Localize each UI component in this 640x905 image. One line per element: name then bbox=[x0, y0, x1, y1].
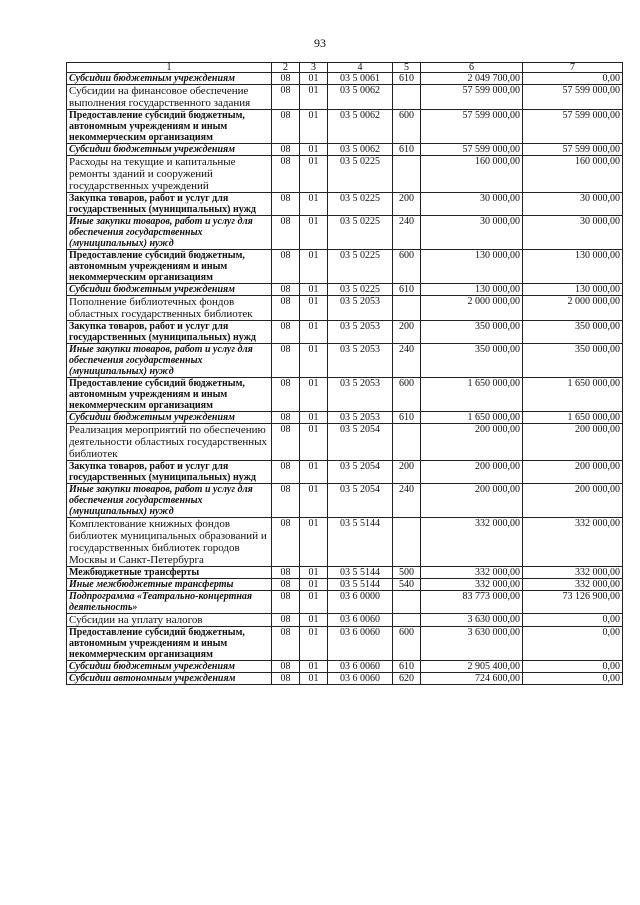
subsection-code-cell: 01 bbox=[300, 484, 328, 518]
target-article-cell: 03 5 0061 bbox=[328, 73, 393, 85]
amount-col7-cell: 0,00 bbox=[523, 627, 623, 661]
item-name-cell: Субсидии бюджетным учреждениям bbox=[67, 73, 272, 85]
item-name-cell: Межбюджетные трансферты bbox=[67, 567, 272, 579]
table-row bbox=[67, 216, 623, 250]
amount-col6-cell: 3 630 000,00 bbox=[421, 627, 523, 661]
item-name-cell: Субсидии бюджетным учреждениям bbox=[67, 412, 272, 424]
table-body bbox=[67, 63, 623, 685]
expense-type-cell: 610 bbox=[393, 661, 421, 673]
budget-table bbox=[66, 62, 623, 685]
amount-col6-cell: 160 000,00 bbox=[421, 156, 523, 193]
amount-col6-cell: 200 000,00 bbox=[421, 484, 523, 518]
amount-col7-cell: 57 599 000,00 bbox=[523, 85, 623, 110]
table-row bbox=[67, 627, 623, 661]
amount-col6-cell: 30 000,00 bbox=[421, 216, 523, 250]
amount-col6-cell: 130 000,00 bbox=[421, 284, 523, 296]
item-name-cell: Иные закупки товаров, работ и услуг для обеспечения государственных (муниципальных) нужд bbox=[67, 216, 272, 250]
amount-col7-cell: 200 000,00 bbox=[523, 424, 623, 461]
amount-col6-cell: 57 599 000,00 bbox=[421, 144, 523, 156]
amount-col7-cell: 332 000,00 bbox=[523, 518, 623, 567]
subsection-code-cell: 01 bbox=[300, 614, 328, 627]
expense-type-cell: 600 bbox=[393, 250, 421, 284]
item-name-cell: Предоставление субсидий бюджетным, автономным учреждениям и иным некоммерческим организациям bbox=[67, 378, 272, 412]
amount-col7-cell: 160 000,00 bbox=[523, 156, 623, 193]
amount-col7-cell: 0,00 bbox=[523, 614, 623, 627]
expense-type-cell: 200 bbox=[393, 193, 421, 216]
table-row bbox=[67, 110, 623, 144]
table-row bbox=[67, 461, 623, 484]
table-row bbox=[67, 144, 623, 156]
table-row bbox=[67, 412, 623, 424]
section-code-cell: 08 bbox=[272, 284, 300, 296]
amount-col7-cell: 30 000,00 bbox=[523, 193, 623, 216]
amount-col6-cell: 200 000,00 bbox=[421, 424, 523, 461]
amount-col6-cell: 332 000,00 bbox=[421, 579, 523, 591]
section-code-cell: 08 bbox=[272, 673, 300, 685]
amount-col6-cell: 332 000,00 bbox=[421, 567, 523, 579]
item-name-cell: Субсидии бюджетным учреждениям bbox=[67, 661, 272, 673]
amount-col6-cell: 1 650 000,00 bbox=[421, 378, 523, 412]
item-name-cell: Расходы на текущие и капитальные ремонты зданий и сооружений государственных учреждений bbox=[67, 156, 272, 193]
table-row bbox=[67, 661, 623, 673]
item-name-cell: Пополнение библиотечных фондов областных государственных библиотек bbox=[67, 296, 272, 321]
expense-type-cell bbox=[393, 614, 421, 627]
table-row bbox=[67, 614, 623, 627]
column-header: 1 bbox=[67, 63, 272, 73]
target-article-cell: 03 5 2054 bbox=[328, 461, 393, 484]
section-code-cell: 08 bbox=[272, 627, 300, 661]
item-name-cell: Субсидии на финансовое обеспечение выполнения государственного задания bbox=[67, 85, 272, 110]
amount-col6-cell: 2 049 700,00 bbox=[421, 73, 523, 85]
item-name-cell: Предоставление субсидий бюджетным, автономным учреждениям и иным некоммерческим организациям bbox=[67, 250, 272, 284]
expense-type-cell: 610 bbox=[393, 144, 421, 156]
amount-col6-cell: 350 000,00 bbox=[421, 344, 523, 378]
section-code-cell: 08 bbox=[272, 579, 300, 591]
subsection-code-cell: 01 bbox=[300, 193, 328, 216]
amount-col7-cell: 130 000,00 bbox=[523, 250, 623, 284]
subsection-code-cell: 01 bbox=[300, 461, 328, 484]
section-code-cell: 08 bbox=[272, 567, 300, 579]
expense-type-cell bbox=[393, 296, 421, 321]
table-row bbox=[67, 567, 623, 579]
target-article-cell: 03 5 2053 bbox=[328, 378, 393, 412]
amount-col6-cell: 332 000,00 bbox=[421, 518, 523, 567]
table-row bbox=[67, 296, 623, 321]
target-article-cell: 03 5 2054 bbox=[328, 424, 393, 461]
subsection-code-cell: 01 bbox=[300, 344, 328, 378]
section-code-cell: 08 bbox=[272, 484, 300, 518]
table-row bbox=[67, 518, 623, 567]
column-header: 6 bbox=[421, 63, 523, 73]
amount-col6-cell: 2 000 000,00 bbox=[421, 296, 523, 321]
table-row bbox=[67, 378, 623, 412]
item-name-cell: Субсидии бюджетным учреждениям bbox=[67, 284, 272, 296]
target-article-cell: 03 6 0060 bbox=[328, 661, 393, 673]
target-article-cell: 03 5 5144 bbox=[328, 567, 393, 579]
section-code-cell: 08 bbox=[272, 250, 300, 284]
amount-col6-cell: 30 000,00 bbox=[421, 193, 523, 216]
expense-type-cell: 540 bbox=[393, 579, 421, 591]
expense-type-cell: 620 bbox=[393, 673, 421, 685]
amount-col6-cell: 724 600,00 bbox=[421, 673, 523, 685]
amount-col7-cell: 73 126 900,00 bbox=[523, 591, 623, 614]
column-header: 7 bbox=[523, 63, 623, 73]
target-article-cell: 03 5 5144 bbox=[328, 579, 393, 591]
amount-col7-cell: 0,00 bbox=[523, 661, 623, 673]
table-row bbox=[67, 321, 623, 344]
section-code-cell: 08 bbox=[272, 614, 300, 627]
expense-type-cell: 600 bbox=[393, 627, 421, 661]
target-article-cell: 03 5 0062 bbox=[328, 110, 393, 144]
item-name-cell: Предоставление субсидий бюджетным, автономным учреждениям и иным некоммерческим организациям bbox=[67, 110, 272, 144]
budget-table-container bbox=[66, 62, 622, 685]
table-row bbox=[67, 284, 623, 296]
item-name-cell: Иные межбюджетные трансферты bbox=[67, 579, 272, 591]
target-article-cell: 03 5 2053 bbox=[328, 321, 393, 344]
amount-col6-cell: 57 599 000,00 bbox=[421, 110, 523, 144]
subsection-code-cell: 01 bbox=[300, 250, 328, 284]
column-header: 5 bbox=[393, 63, 421, 73]
amount-col7-cell: 1 650 000,00 bbox=[523, 412, 623, 424]
section-code-cell: 08 bbox=[272, 156, 300, 193]
amount-col7-cell: 1 650 000,00 bbox=[523, 378, 623, 412]
table-row bbox=[67, 250, 623, 284]
subsection-code-cell: 01 bbox=[300, 412, 328, 424]
subsection-code-cell: 01 bbox=[300, 296, 328, 321]
table-row bbox=[67, 73, 623, 85]
section-code-cell: 08 bbox=[272, 424, 300, 461]
subsection-code-cell: 01 bbox=[300, 518, 328, 567]
expense-type-cell: 240 bbox=[393, 484, 421, 518]
amount-col7-cell: 0,00 bbox=[523, 73, 623, 85]
subsection-code-cell: 01 bbox=[300, 85, 328, 110]
page-number: 93 bbox=[314, 36, 326, 50]
item-name-cell: Подпрограмма «Театрально-концертная деятельность» bbox=[67, 591, 272, 614]
section-code-cell: 08 bbox=[272, 661, 300, 673]
amount-col6-cell: 1 650 000,00 bbox=[421, 412, 523, 424]
expense-type-cell: 600 bbox=[393, 378, 421, 412]
amount-col7-cell: 0,00 bbox=[523, 673, 623, 685]
expense-type-cell bbox=[393, 591, 421, 614]
section-code-cell: 08 bbox=[272, 296, 300, 321]
amount-col7-cell: 332 000,00 bbox=[523, 567, 623, 579]
target-article-cell: 03 5 0225 bbox=[328, 216, 393, 250]
subsection-code-cell: 01 bbox=[300, 73, 328, 85]
subsection-code-cell: 01 bbox=[300, 144, 328, 156]
item-name-cell: Закупка товаров, работ и услуг для государственных (муниципальных) нужд bbox=[67, 193, 272, 216]
target-article-cell: 03 5 0225 bbox=[328, 193, 393, 216]
target-article-cell: 03 5 0225 bbox=[328, 156, 393, 193]
amount-col6-cell: 350 000,00 bbox=[421, 321, 523, 344]
target-article-cell: 03 5 0225 bbox=[328, 250, 393, 284]
amount-col7-cell: 350 000,00 bbox=[523, 344, 623, 378]
section-code-cell: 08 bbox=[272, 591, 300, 614]
expense-type-cell: 600 bbox=[393, 110, 421, 144]
section-code-cell: 08 bbox=[272, 85, 300, 110]
column-header: 2 bbox=[272, 63, 300, 73]
item-name-cell: Реализация мероприятий по обеспечению деятельности областных государственных библиотек bbox=[67, 424, 272, 461]
amount-col7-cell: 30 000,00 bbox=[523, 216, 623, 250]
subsection-code-cell: 01 bbox=[300, 110, 328, 144]
table-row bbox=[67, 484, 623, 518]
subsection-code-cell: 01 bbox=[300, 216, 328, 250]
section-code-cell: 08 bbox=[272, 461, 300, 484]
item-name-cell: Субсидии бюджетным учреждениям bbox=[67, 144, 272, 156]
amount-col7-cell: 2 000 000,00 bbox=[523, 296, 623, 321]
item-name-cell: Предоставление субсидий бюджетным, автономным учреждениям и иным некоммерческим организациям bbox=[67, 627, 272, 661]
amount-col6-cell: 130 000,00 bbox=[421, 250, 523, 284]
section-code-cell: 08 bbox=[272, 110, 300, 144]
expense-type-cell: 610 bbox=[393, 412, 421, 424]
section-code-cell: 08 bbox=[272, 144, 300, 156]
table-row bbox=[67, 156, 623, 193]
amount-col7-cell: 57 599 000,00 bbox=[523, 144, 623, 156]
amount-col7-cell: 332 000,00 bbox=[523, 579, 623, 591]
item-name-cell: Субсидии на уплату налогов bbox=[67, 614, 272, 627]
section-code-cell: 08 bbox=[272, 412, 300, 424]
section-code-cell: 08 bbox=[272, 73, 300, 85]
target-article-cell: 03 5 2053 bbox=[328, 344, 393, 378]
target-article-cell: 03 5 2054 bbox=[328, 484, 393, 518]
section-code-cell: 08 bbox=[272, 193, 300, 216]
amount-col7-cell: 130 000,00 bbox=[523, 284, 623, 296]
expense-type-cell bbox=[393, 518, 421, 567]
subsection-code-cell: 01 bbox=[300, 284, 328, 296]
expense-type-cell: 610 bbox=[393, 284, 421, 296]
amount-col6-cell: 57 599 000,00 bbox=[421, 85, 523, 110]
table-row bbox=[67, 344, 623, 378]
amount-col7-cell: 200 000,00 bbox=[523, 484, 623, 518]
expense-type-cell: 200 bbox=[393, 461, 421, 484]
section-code-cell: 08 bbox=[272, 518, 300, 567]
amount-col7-cell: 350 000,00 bbox=[523, 321, 623, 344]
amount-col7-cell: 57 599 000,00 bbox=[523, 110, 623, 144]
subsection-code-cell: 01 bbox=[300, 673, 328, 685]
target-article-cell: 03 5 0225 bbox=[328, 284, 393, 296]
target-article-cell: 03 6 0000 bbox=[328, 591, 393, 614]
item-name-cell: Закупка товаров, работ и услуг для государственных (муниципальных) нужд bbox=[67, 321, 272, 344]
amount-col6-cell: 2 905 400,00 bbox=[421, 661, 523, 673]
target-article-cell: 03 6 0060 bbox=[328, 627, 393, 661]
section-code-cell: 08 bbox=[272, 321, 300, 344]
item-name-cell: Субсидии автономным учреждениям bbox=[67, 673, 272, 685]
subsection-code-cell: 01 bbox=[300, 627, 328, 661]
amount-col6-cell: 83 773 000,00 bbox=[421, 591, 523, 614]
target-article-cell: 03 5 2053 bbox=[328, 412, 393, 424]
item-name-cell: Иные закупки товаров, работ и услуг для обеспечения государственных (муниципальных) нужд bbox=[67, 484, 272, 518]
section-code-cell: 08 bbox=[272, 216, 300, 250]
expense-type-cell: 610 bbox=[393, 73, 421, 85]
subsection-code-cell: 01 bbox=[300, 567, 328, 579]
table-row bbox=[67, 85, 623, 110]
subsection-code-cell: 01 bbox=[300, 591, 328, 614]
target-article-cell: 03 5 0062 bbox=[328, 85, 393, 110]
item-name-cell: Закупка товаров, работ и услуг для государственных (муниципальных) нужд bbox=[67, 461, 272, 484]
expense-type-cell: 500 bbox=[393, 567, 421, 579]
expense-type-cell bbox=[393, 85, 421, 110]
item-name-cell: Иные закупки товаров, работ и услуг для обеспечения государственных (муниципальных) нужд bbox=[67, 344, 272, 378]
amount-col6-cell: 200 000,00 bbox=[421, 461, 523, 484]
column-header: 3 bbox=[300, 63, 328, 73]
table-row bbox=[67, 193, 623, 216]
target-article-cell: 03 5 5144 bbox=[328, 518, 393, 567]
subsection-code-cell: 01 bbox=[300, 424, 328, 461]
section-code-cell: 08 bbox=[272, 344, 300, 378]
subsection-code-cell: 01 bbox=[300, 378, 328, 412]
expense-type-cell: 200 bbox=[393, 321, 421, 344]
subsection-code-cell: 01 bbox=[300, 321, 328, 344]
amount-col7-cell: 200 000,00 bbox=[523, 461, 623, 484]
target-article-cell: 03 6 0060 bbox=[328, 614, 393, 627]
expense-type-cell: 240 bbox=[393, 344, 421, 378]
table-row bbox=[67, 673, 623, 685]
expense-type-cell bbox=[393, 424, 421, 461]
subsection-code-cell: 01 bbox=[300, 156, 328, 193]
subsection-code-cell: 01 bbox=[300, 579, 328, 591]
amount-col6-cell: 3 630 000,00 bbox=[421, 614, 523, 627]
expense-type-cell bbox=[393, 156, 421, 193]
subsection-code-cell: 01 bbox=[300, 661, 328, 673]
table-row bbox=[67, 579, 623, 591]
section-code-cell: 08 bbox=[272, 378, 300, 412]
expense-type-cell: 240 bbox=[393, 216, 421, 250]
target-article-cell: 03 6 0060 bbox=[328, 673, 393, 685]
item-name-cell: Комплектование книжных фондов библиотек муниципальных образований и государственных библиотек городов Москвы и Санкт-Петербурга bbox=[67, 518, 272, 567]
column-number-row bbox=[67, 63, 623, 73]
column-header: 4 bbox=[328, 63, 393, 73]
table-row bbox=[67, 591, 623, 614]
target-article-cell: 03 5 0062 bbox=[328, 144, 393, 156]
table-row bbox=[67, 424, 623, 461]
target-article-cell: 03 5 2053 bbox=[328, 296, 393, 321]
